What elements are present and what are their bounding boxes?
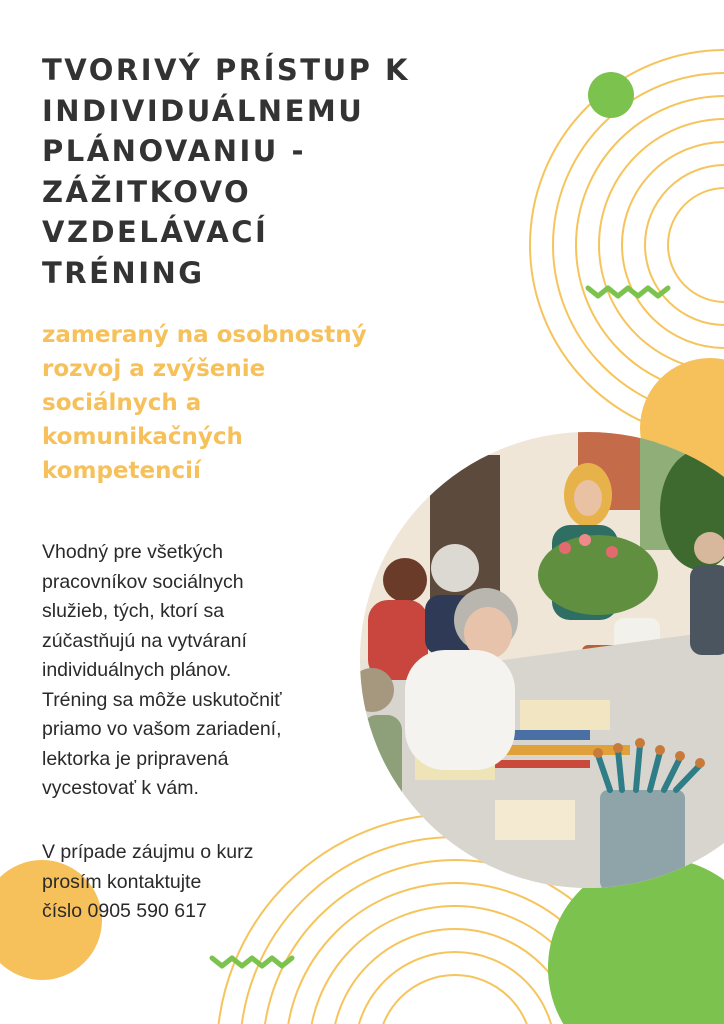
description-line: priamo vo vašom zariadení, bbox=[42, 718, 282, 740]
subtitle-line: sociálnych a bbox=[42, 390, 202, 416]
description-line: Vhodný pre všetkých bbox=[42, 541, 224, 563]
subtitle-line: rozvoj a zvýšenie bbox=[42, 356, 266, 382]
workshop-photo bbox=[350, 430, 724, 890]
page-title bbox=[42, 50, 442, 293]
description-line: služieb, tých, ktorí sa bbox=[42, 600, 225, 622]
subtitle-line: zameraný na osobnostný bbox=[42, 322, 367, 348]
description-line: vycestovať k vám. bbox=[42, 777, 199, 799]
green-dot bbox=[588, 72, 634, 118]
title-line: TVORIVÝ PRÍSTUP K bbox=[42, 53, 410, 87]
green-zigzag-top bbox=[588, 288, 668, 296]
subtitle bbox=[42, 318, 422, 488]
description-line: zúčastňujú na vytváraní bbox=[42, 629, 247, 652]
subtitle-line: kompetencií bbox=[42, 458, 201, 484]
description-paragraph bbox=[42, 538, 342, 804]
green-zigzag-bottom bbox=[212, 958, 292, 966]
contact-line: číslo 0905 590 617 bbox=[42, 900, 207, 922]
description-line: Tréning sa môže uskutočniť bbox=[42, 688, 282, 711]
description-line: individuálnych plánov. bbox=[42, 659, 232, 681]
contact-line: V prípade záujmu o kurz bbox=[42, 841, 254, 863]
description-line: pracovníkov sociálnych bbox=[42, 570, 244, 593]
subtitle-line: komunikačných bbox=[42, 424, 243, 450]
contact-line: prosím kontaktujte bbox=[42, 870, 202, 893]
contact-paragraph bbox=[42, 838, 342, 927]
title-line: INDIVIDUÁLNEMU bbox=[42, 93, 365, 128]
description-line: lektorka je pripravená bbox=[42, 747, 229, 770]
title-line: TRÉNING bbox=[42, 255, 205, 290]
title-line: PLÁNOVANIU - bbox=[42, 134, 306, 168]
title-line: ZÁŽITKOVO bbox=[42, 174, 252, 209]
title-line: VZDELÁVACÍ bbox=[42, 215, 269, 249]
